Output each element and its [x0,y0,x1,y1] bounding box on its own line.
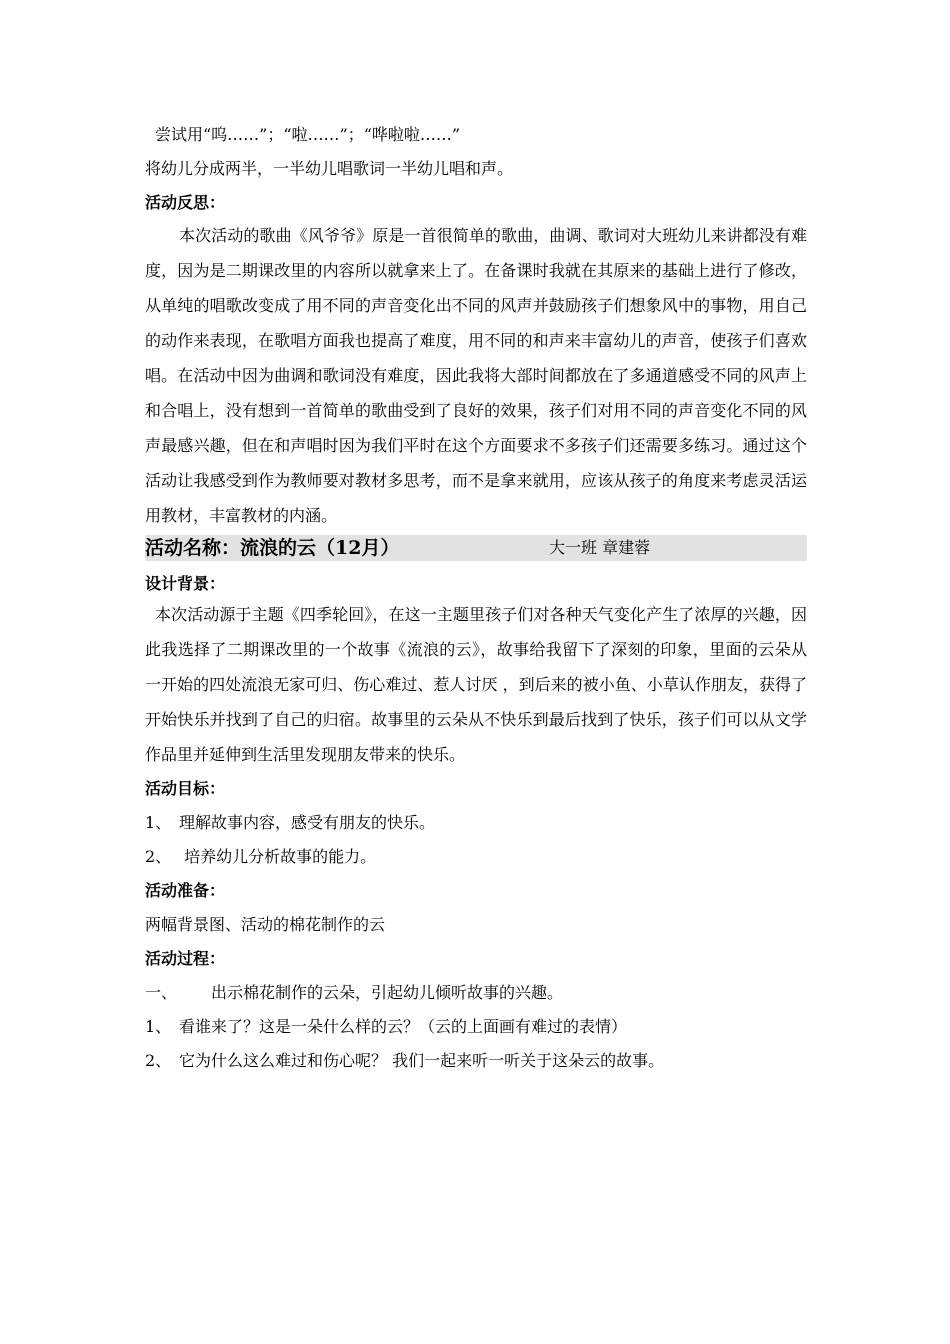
document-page [145,118,807,1078]
process-item [145,1044,807,1078]
goal-text: 培养幼儿分析故事的能力。 [179,847,377,866]
split-children-line: 将幼儿分成两半，一半幼儿唱歌词一半幼儿唱和声。 [145,159,514,178]
goal-item [145,806,807,840]
goals-heading: 活动目标： [145,779,226,798]
prep-text: 两幅背景图、活动的棉花制作的云 [145,915,386,934]
process-item-number: 1、 [145,1017,172,1036]
process-item-text: 看谁来了？这是一朵什么样的云？（云的上面画有难过的表情） [179,1017,628,1036]
class-teacher: 大一班 章建蓉 [549,538,651,557]
background-heading: 设计背景： [145,574,226,593]
process-step-number: 一、 [145,983,178,1002]
process-step-text: 出示棉花制作的云朵，引起幼儿倾听故事的兴趣。 [211,983,564,1002]
process-item-text: 它为什么这么难过和伤心呢？ 我们一起来听一听关于这朵云的故事。 [179,1051,665,1070]
prep-heading: 活动准备： [145,881,226,900]
process-item [145,1010,807,1044]
goal-number: 1、 [145,813,172,832]
try-sounds-line: 尝试用“呜……”；“啦……”；“哗啦啦……” [155,125,461,144]
reflection-heading: 活动反思： [145,193,226,212]
goal-text: 理解故事内容，感受有朋友的快乐。 [179,813,436,832]
goal-number: 2、 [145,847,172,866]
process-step [145,976,807,1010]
activity-title-bar [145,535,807,561]
activity-title: 活动名称：流浪的云（12月） [145,537,400,559]
background-paragraph: 本次活动源于主题《四季轮回》，在这一主题里孩子们对各种天气变化产生了浓厚的兴趣，因此我选择了二期课改里的一个故事《流浪的云》，故事给我留下了深刻的印象，里面的云朵从一开始的四处流浪无家可归、伤心难过、惹人讨厌 ，到后来的被小鱼、小草认作朋友，获得了开始快乐并找到了自己的归宿。故事里的云朵从不快乐到最后找到了快乐，孩子们可以从文学作品里并延伸到生活里发现朋友带来的快乐。 [145,605,807,764]
process-item-number: 2、 [145,1051,172,1070]
goal-item [145,840,807,874]
reflection-paragraph: 本次活动的歌曲《风爷爷》原是一首很简单的歌曲，曲调、歌词对大班幼儿来讲都没有难度，因为是二期课改里的内容所以就拿来上了。在备课时我就在其原来的基础上进行了修改，从单纯的唱歌改变成了用不同的声音变化出不同的风声并鼓励孩子们想象风中的事物，用自己的动作来表现，在歌唱方面我也提高了难度，用不同的和声来丰富幼儿的声音，使孩子们喜欢唱。在活动中因为曲调和歌词没有难度，因此我将大部时间都放在了多通道感受不同的风声上和合唱上，没有想到一首简单的歌曲受到了良好的效果，孩子们对用不同的声音变化不同的风声最感兴趣，但在和声唱时因为我们平时在这个方面要求不多孩子们还需要多练习。通过这个活动让我感受到作为教师要对教材多思考，而不是拿来就用，应该从孩子的角度来考虑灵活运用教材，丰富教材的内涵。 [145,226,807,525]
process-heading: 活动过程： [145,949,226,968]
